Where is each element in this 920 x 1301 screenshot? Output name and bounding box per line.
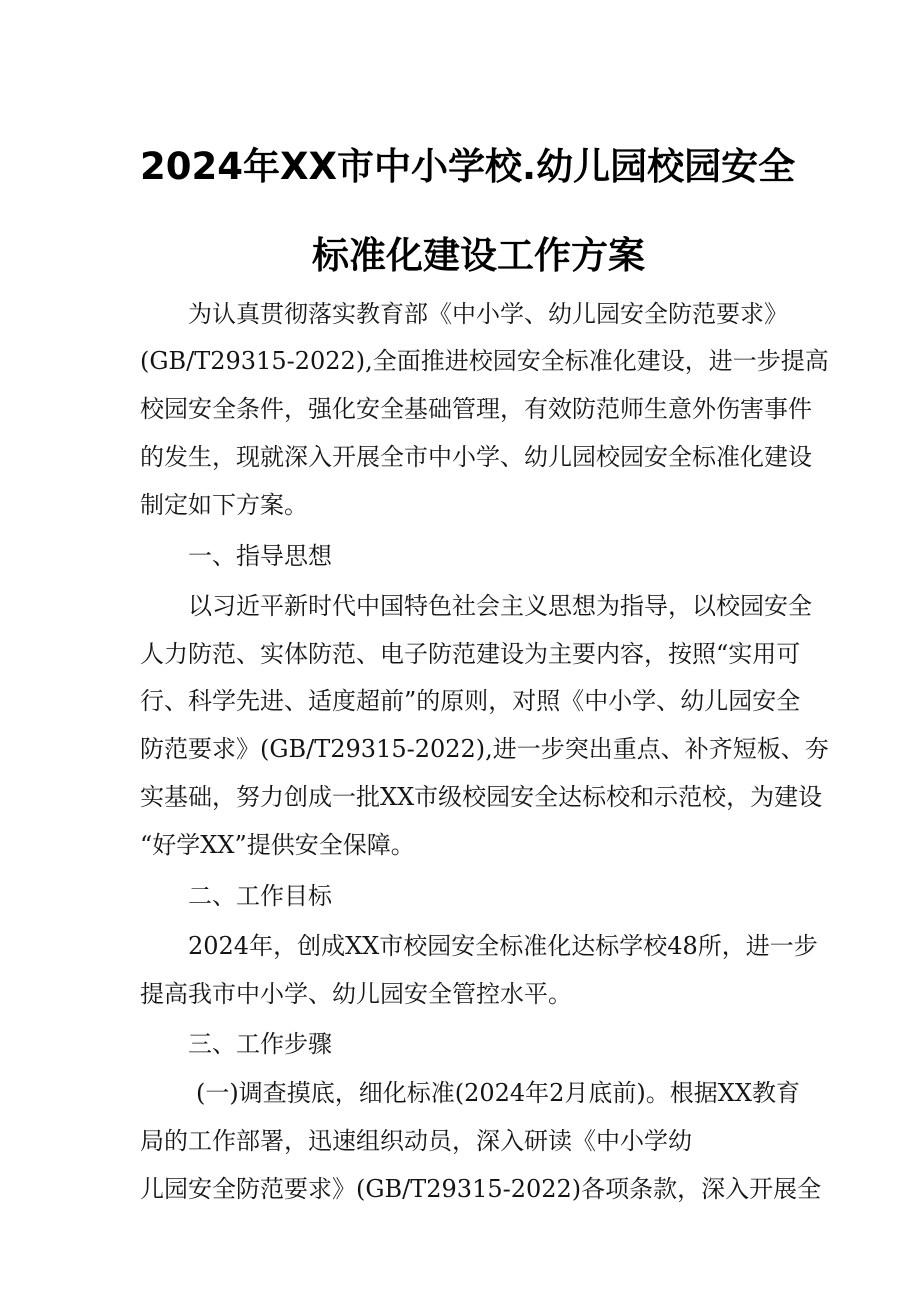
paragraph-line: 为认真贯彻落实教育部《中小学、幼儿园安全防范要求》	[188, 300, 788, 328]
document-title-line-2: 标准化建设工作方案	[312, 234, 645, 277]
paragraph-line: 局的工作部署，迅速组织动员，深入研读《中小学幼	[140, 1127, 692, 1155]
paragraph-line: 防范要求》(GB/T29315-2022),进一步突出重点、补齐短板、夯	[140, 735, 829, 763]
paragraph-line: (GB/T29315-2022),全面推进校园安全标准化建设，进一步提高	[140, 347, 829, 375]
paragraph-line: 以习近平新时代中国特色社会主义思想为指导，以校园安全	[188, 592, 812, 620]
paragraph-line: 行、科学先进、适度超前”的原则，对照《中小学、幼儿园安全	[140, 687, 801, 715]
paragraph-line: 人力防范、实体防范、电子防范建设为主要内容，按照“实用可	[140, 640, 801, 668]
paragraph-line: 提高我市中小学、幼儿园安全管控水平。	[140, 980, 572, 1008]
paragraph-line: 制定如下方案。	[140, 491, 308, 519]
paragraph-line: “好学XX”提供安全保障。	[140, 831, 415, 859]
paragraph-line: 2024年，创成XX市校园安全标准化达标学校48所，进一步	[188, 932, 818, 960]
section-heading: 二、工作目标	[188, 882, 332, 910]
document-title-line-1: 2024年XX市中小学校.幼儿园校园安全	[140, 145, 796, 188]
paragraph-line: 儿园安全防范要求》(GB/T29315-2022)各项条款，深入开展全	[140, 1175, 822, 1203]
paragraph-line: 的发生，现就深入开展全市中小学、幼儿园校园安全标准化建设	[140, 443, 812, 471]
section-heading: 三、工作步骤	[188, 1030, 332, 1058]
paragraph-line: (一)调查摸底，细化标准(2024年2月底前)。根据XX教育	[196, 1079, 800, 1107]
paragraph-line: 实基础，努力创成一批XX市级校园安全达标校和示范校，为建设	[140, 783, 823, 811]
paragraph-line: 校园安全条件，强化安全基础管理，有效防范师生意外伤害事件	[140, 395, 812, 423]
section-heading: 一、指导思想	[188, 542, 332, 570]
